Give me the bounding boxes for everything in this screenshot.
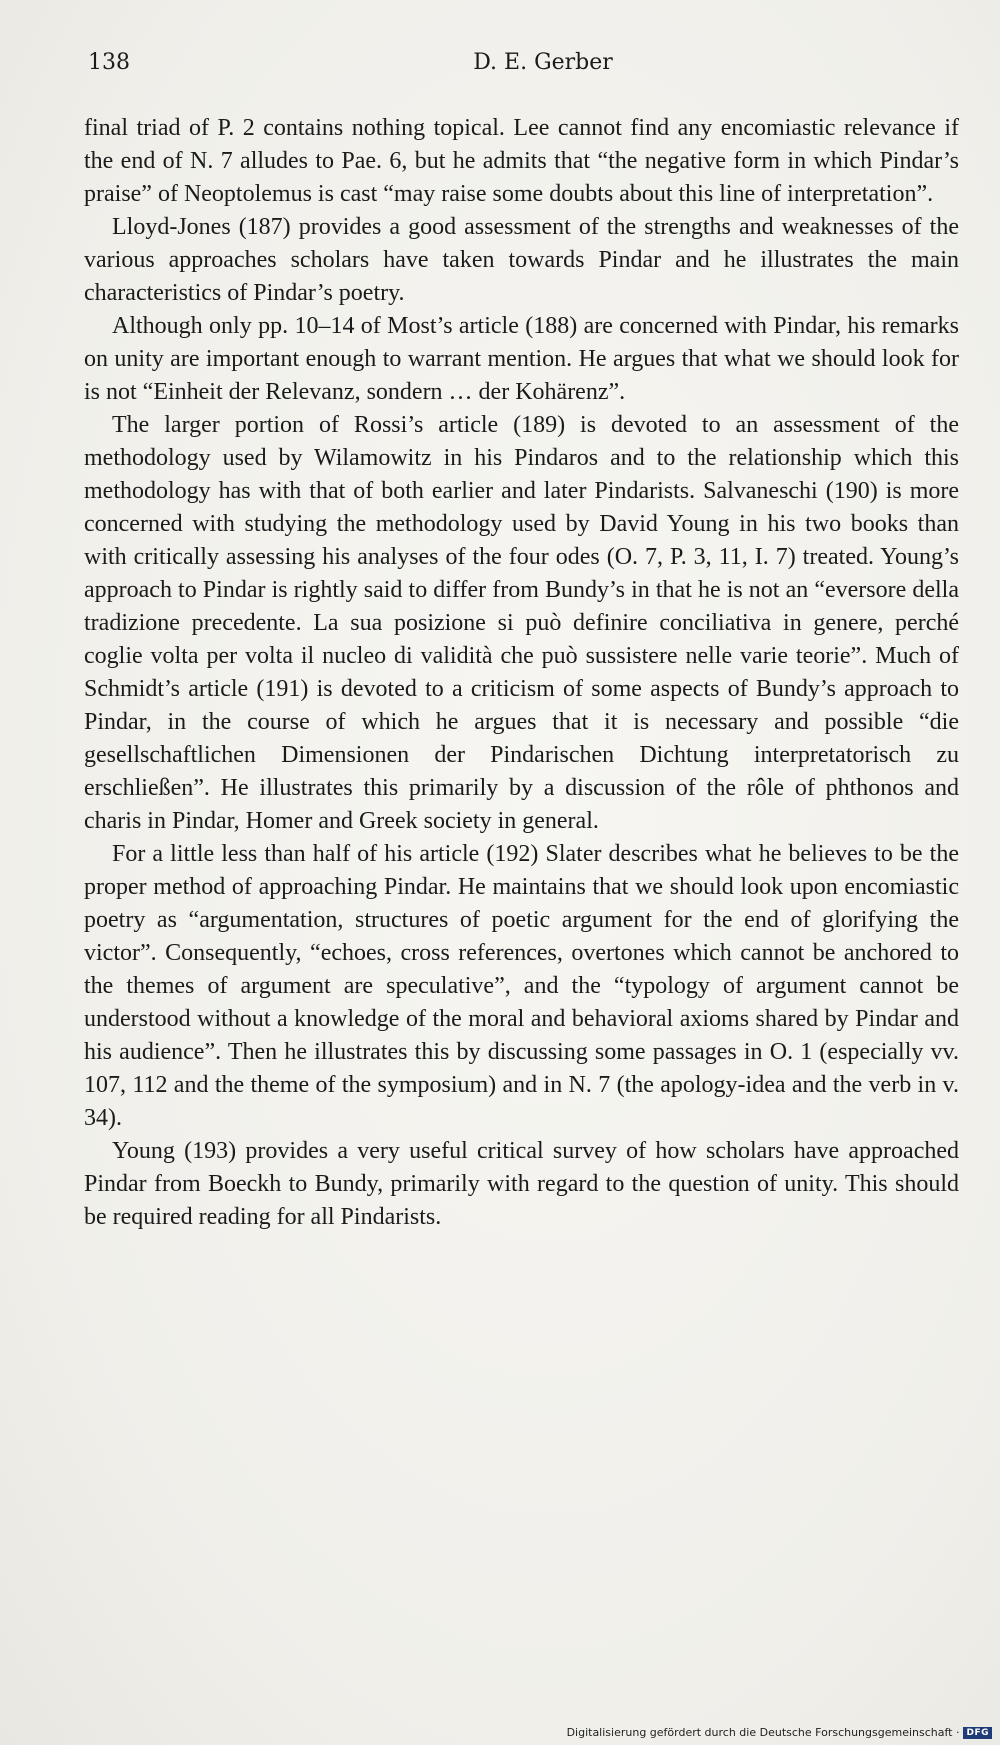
credit-text: Digitalisierung gefördert durch die Deutsche Forschungsgemeinschaft · [566,1726,960,1739]
paragraph-1: final triad of P. 2 contains nothing topical. Lee cannot find any encomiastic relevance if the end of N. 7 alludes to Pae. 6, but he admits that “the negative form in which Pindar’s praise” of Neoptolemus is cast “may raise some doubts about this line of interpretation”. [84,115,959,207]
paragraph-3: Although only pp. 10–14 of Most’s article (188) are concerned with Pindar, his remarks on unity are important enough to warrant mention. He argues that what we should look for is not “Einheit der Relevanz, sondern … der Kohärenz”. [84,313,959,405]
page-number: 138 [88,50,130,75]
digitization-credit [567,1726,992,1739]
body-text [84,112,959,1234]
dfg-logo: DFG [963,1727,992,1739]
running-head: D. E. Gerber [473,50,613,75]
paragraph-6: Young (193) provides a very useful critical survey of how scholars have approached Pindar from Boeckh to Bundy, primarily with regard to the question of unity. This should be required reading for all Pindarists. [84,1138,959,1230]
page-header [88,50,958,86]
paragraph-2: Lloyd-Jones (187) provides a good assessment of the strengths and weaknesses of the various approaches scholars have taken towards Pindar and he illustrates the main characteristics of Pindar’s poetry. [84,214,959,306]
paragraph-5: For a little less than half of his article (192) Slater describes what he believes to be the proper method of approaching Pindar. He maintains that we should look upon encomiastic poetry as “argumentation, structures of poetic argument for the end of glorifying the victor”. Consequently, “echoes, cross references, overtones which cannot be anchored to the themes of argument are speculative”, and the “typology of argument cannot be understood without a knowledge of the moral and behavioral axioms shared by Pindar and his audience”. Then he illustrates this by discussing some passages in O. 1 (especially vv. 107, 112 and the theme of the symposium) and in N. 7 (the apology-idea and the verb in v. 34). [84,841,959,1131]
paragraph-4: The larger portion of Rossi’s article (189) is devoted to an assessment of the methodology used by Wilamowitz in his Pindaros and to the relationship which this methodology has with that of both earlier and later Pindarists. Salvaneschi (190) is more concerned with studying the methodology used by David Young in his two books than with critically assessing his analyses of the four odes (O. 7, P. 3, 11, I. 7) treated. Young’s approach to Pindar is rightly said to differ from Bundy’s in that he is not an “eversore della tradizione precedente. La sua posizione si può definire conciliativa in genere, perché coglie volta per volta il nucleo di validità che può sussistere nelle varie teorie”. Much of Schmidt’s article (191) is devoted to a criticism of some aspects of Bundy’s approach to Pindar, in the course of which he argues that it is necessary and possible “die gesellschaftlichen Dimensionen der Pindarischen Dichtung interpretatorisch zu erschließen”. He illustrates this primarily by a discussion of the rôle of phthonos and charis in Pindar, Homer and Greek society in general. [84,412,959,834]
